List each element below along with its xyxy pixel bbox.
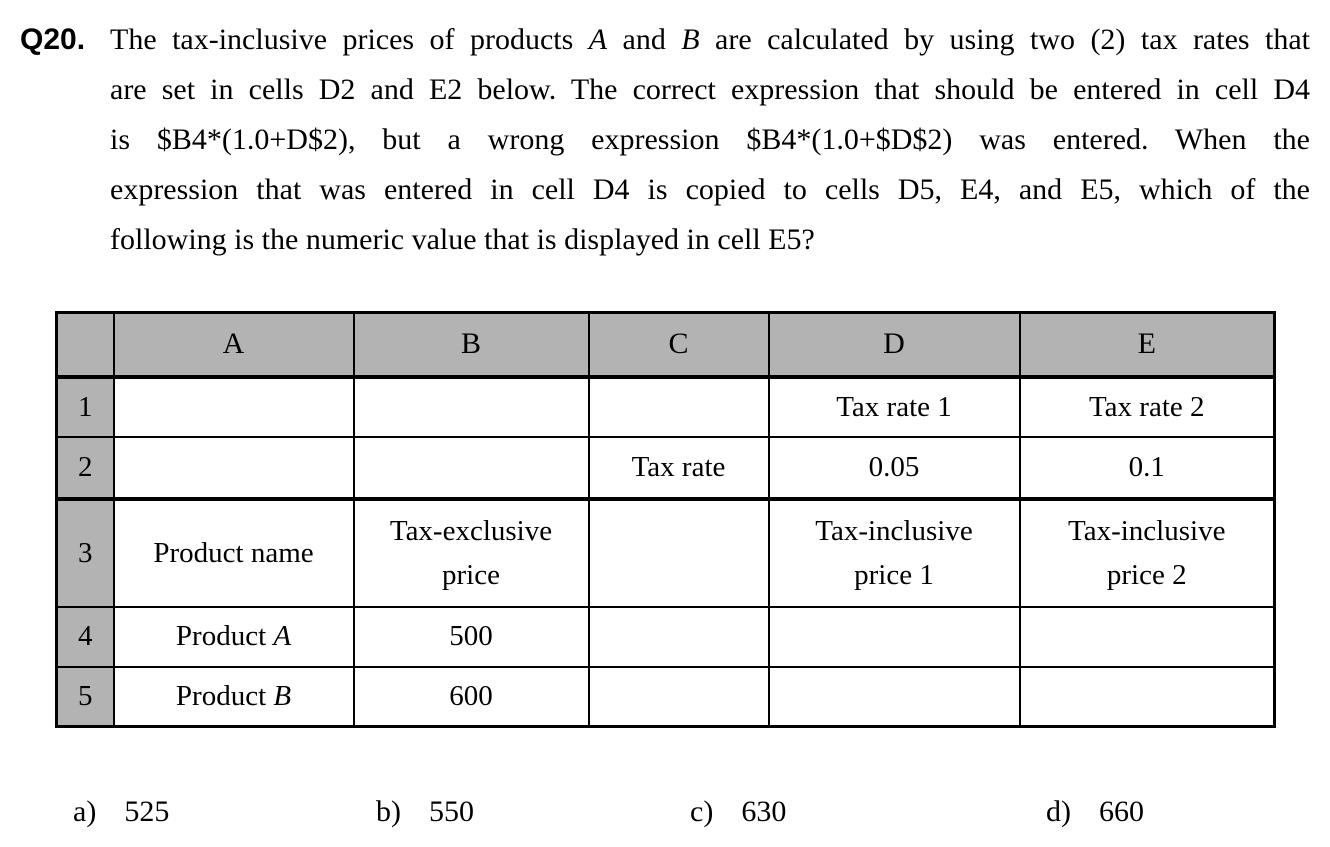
text-segment: B — [681, 23, 700, 56]
spreadsheet-table — [55, 311, 1276, 728]
text-segment: expression that was entered in cell D4 is copied to cells D5, E4, and E5, which of the — [110, 173, 1310, 206]
text-segment: Product name — [153, 537, 314, 569]
cell-C3 — [589, 499, 769, 607]
cell-D3 — [769, 499, 1020, 607]
cell-C1 — [589, 377, 769, 437]
text-segment: Tax rate — [631, 450, 726, 483]
question-line — [110, 15, 1310, 65]
cell-A5 — [114, 667, 354, 727]
cell-E3 — [1020, 499, 1275, 607]
text-segment: 0.1 — [1128, 450, 1165, 483]
column-header-B: B — [354, 313, 589, 377]
cell-D4 — [769, 607, 1020, 667]
text-segment: Product — [175, 620, 274, 652]
cell-E4 — [1020, 607, 1275, 667]
sheet-row-1 — [57, 377, 1275, 437]
text-segment: Tax-inclusive — [815, 515, 973, 547]
cell-A2 — [114, 437, 354, 499]
sheet-row-2 — [57, 437, 1275, 499]
option-value: 525 — [124, 795, 170, 828]
question-number-label: Q20. — [20, 23, 86, 56]
cell-B5 — [354, 667, 589, 727]
sheet-row-3 — [57, 499, 1275, 607]
text-segment: following is the numeric value that is displayed in cell E5? — [110, 223, 815, 256]
text-segment: Product — [175, 679, 274, 712]
sheet-row-5 — [57, 667, 1275, 727]
cell-D2 — [769, 437, 1020, 499]
cell-E1 — [1020, 377, 1275, 437]
text-segment: The tax-inclusive prices of products — [110, 23, 589, 56]
text-segment: 0.05 — [868, 450, 920, 483]
column-header-A: A — [114, 313, 354, 377]
text-segment: are set in cells D2 and E2 below. The correct expression that should be entered in cell D4 — [110, 73, 1310, 106]
text-segment: Tax-exclusive — [389, 515, 553, 547]
text-segment: Tax-inclusive — [1068, 515, 1226, 547]
cell-E2 — [1020, 437, 1275, 499]
column-header-E: E — [1020, 313, 1275, 377]
cell-D5 — [769, 667, 1020, 727]
cell-A4 — [114, 607, 354, 667]
text-segment: and — [607, 23, 682, 56]
option-value: 550 — [429, 795, 474, 828]
question-line — [110, 65, 1310, 115]
option-value: 630 — [741, 795, 787, 828]
text-segment: are calculated by using two (2) tax rates that — [699, 23, 1310, 56]
text-segment: price 1 — [854, 559, 934, 591]
text-segment: price — [442, 559, 500, 591]
question-lines — [110, 15, 1310, 265]
option-letter: c) — [690, 795, 714, 828]
question-line — [110, 165, 1310, 215]
text-segment: 500 — [449, 620, 493, 652]
option-d — [1046, 795, 1144, 829]
cell-B2 — [354, 437, 589, 499]
cell-C2 — [589, 437, 769, 499]
text-segment: is $B4*(1.0+D$2), but a wrong expression $B4*(1.0+$D$2) was entered. When the — [110, 123, 1310, 156]
question-line — [110, 115, 1310, 165]
option-letter: d) — [1046, 795, 1071, 828]
row-header-4: 4 — [57, 607, 114, 667]
cell-B4 — [354, 607, 589, 667]
cell-C5 — [589, 667, 769, 727]
option-value: 660 — [1099, 795, 1144, 828]
option-a — [73, 795, 169, 829]
row-header-5: 5 — [57, 667, 114, 727]
column-header-C: C — [589, 313, 769, 377]
corner-cell — [57, 313, 114, 377]
cell-B3 — [354, 499, 589, 607]
row-header-1: 1 — [57, 377, 114, 437]
column-header-D: D — [769, 313, 1020, 377]
text-segment: Tax rate 2 — [1088, 390, 1205, 423]
row-header-3: 3 — [57, 499, 114, 607]
text-segment: 600 — [449, 679, 493, 712]
text-segment: price 2 — [1106, 559, 1187, 591]
option-letter: a) — [73, 795, 97, 828]
cell-D1 — [769, 377, 1020, 437]
text-segment: A — [273, 620, 292, 652]
sheet-row-4 — [57, 607, 1275, 667]
cell-B1 — [354, 377, 589, 437]
text-segment: A — [588, 23, 608, 56]
option-b — [376, 795, 474, 829]
cell-E5 — [1020, 667, 1275, 727]
option-c — [690, 795, 786, 829]
option-letter: b) — [376, 795, 401, 828]
cell-A1 — [114, 377, 354, 437]
sheet-body — [57, 313, 1275, 727]
question-line — [110, 215, 1310, 265]
options-row — [0, 795, 1330, 840]
row-header-2: 2 — [57, 437, 114, 499]
sheet-header-row — [57, 313, 1275, 377]
cell-C4 — [589, 607, 769, 667]
cell-A3 — [114, 499, 354, 607]
text-segment: Tax rate 1 — [836, 390, 952, 423]
text-segment: B — [273, 679, 292, 712]
